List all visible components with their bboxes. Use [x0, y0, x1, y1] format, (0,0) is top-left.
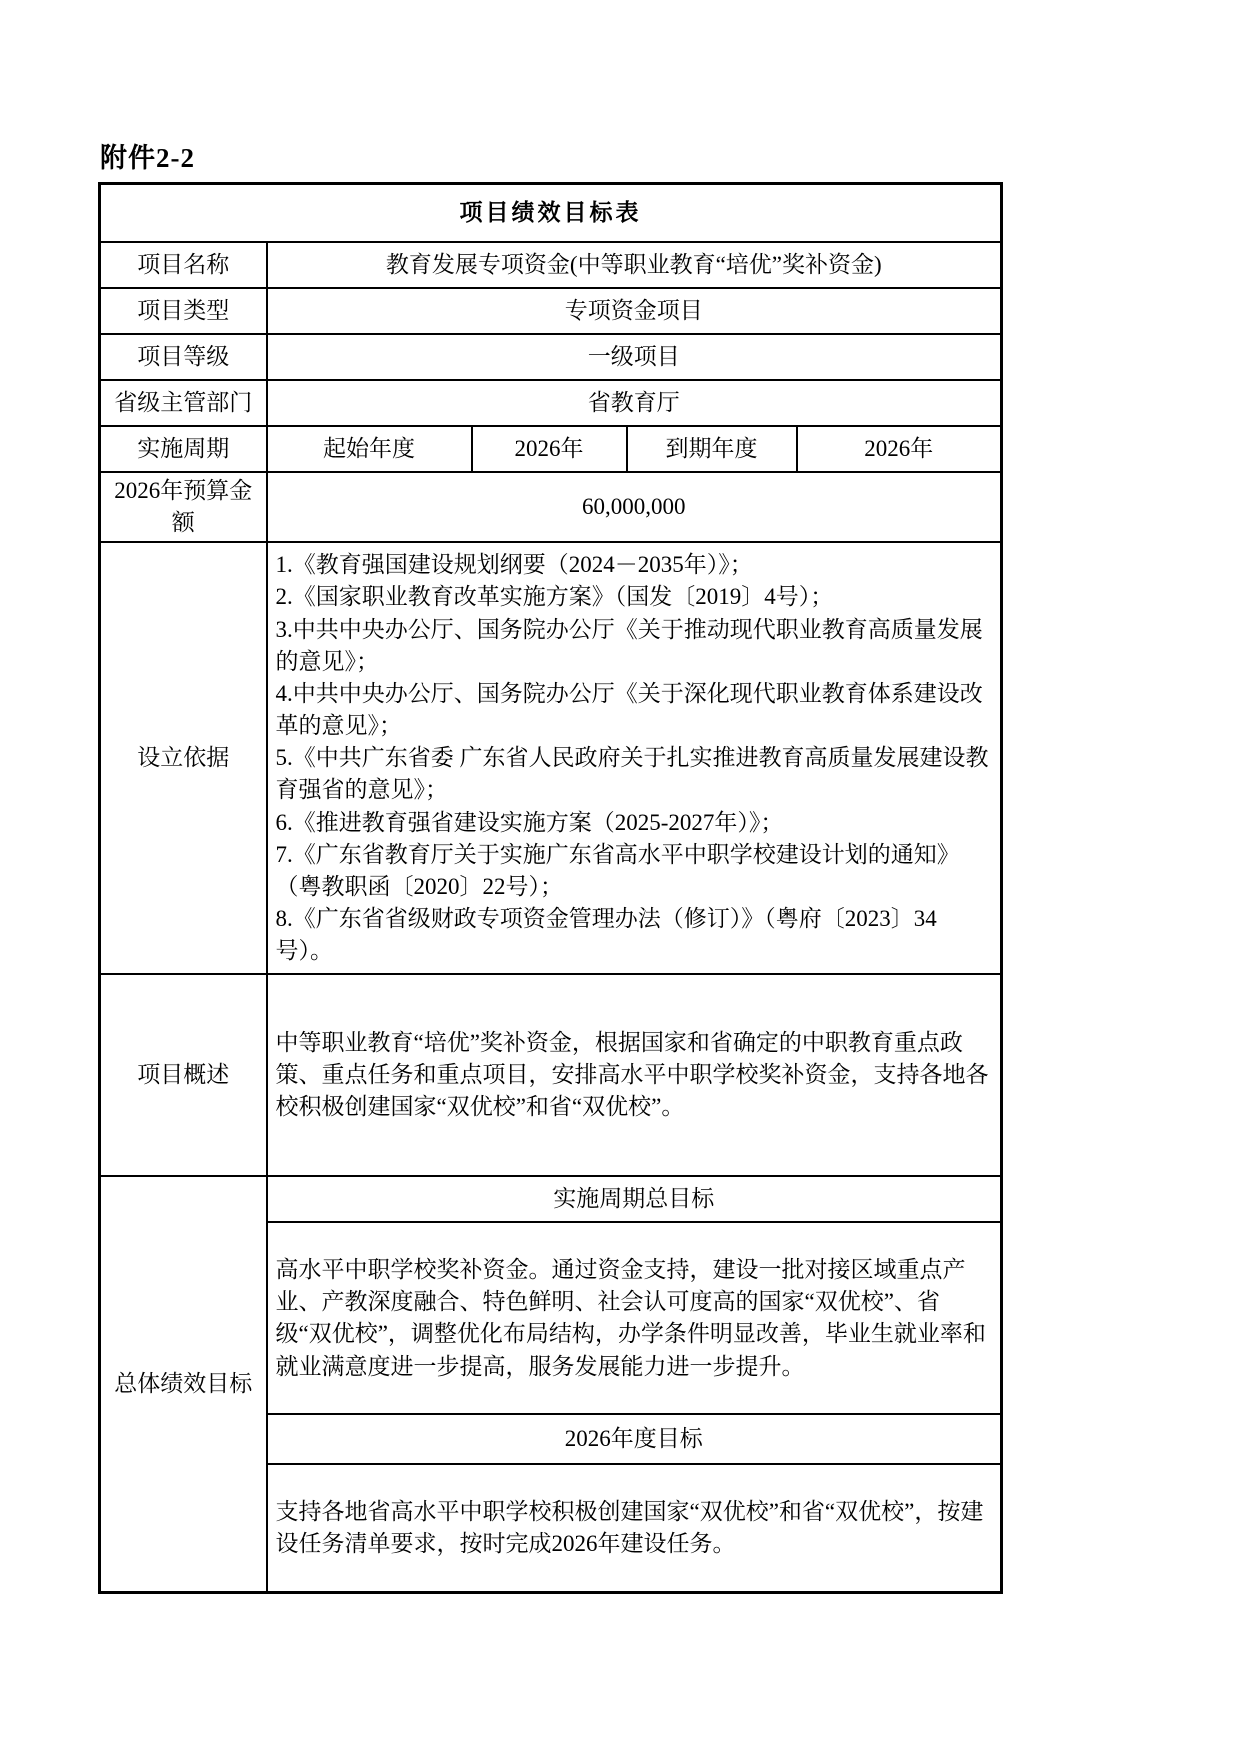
overall-goal-label: 总体绩效目标	[100, 1176, 267, 1593]
basis-item: 4.中共中央办公厅、国务院办公厅《关于深化现代职业教育体系建设改革的意见》；	[275, 680, 983, 739]
provincial-dept-value: 省教育厅	[267, 380, 1002, 426]
period-label: 实施周期	[100, 426, 267, 472]
overview-row	[100, 974, 1002, 1176]
period-goal-header-row	[100, 1176, 1002, 1222]
period-end-label: 到期年度	[627, 426, 797, 472]
period-goal-text: 高水平中职学校奖补资金。通过资金支持，建设一批对接区域重点产业、产教深度融合、特色鲜明、社会认可度高的国家“双优校”、省级“双优校”，调整优化布局结构，办学条件明显改善，毕业生就业率和就业满意度进一步提高，服务发展能力进一步提升。	[267, 1222, 1002, 1414]
period-start-label: 起始年度	[267, 426, 472, 472]
project-level-row	[100, 334, 1002, 380]
basis-item: 7.《广东省教育厅关于实施广东省高水平中职学校建设计划的通知》（粤教职函〔2020〕22号）；	[275, 841, 960, 900]
basis-item: 5.《中共广东省委 广东省人民政府关于扎实推进教育高质量发展建设教育强省的意见》；	[275, 745, 989, 803]
project-type-label: 项目类型	[100, 288, 267, 334]
budget-value: 60,000,000	[267, 472, 1002, 542]
performance-target-table	[98, 182, 1003, 1594]
period-end-value: 2026年	[797, 426, 1002, 472]
annual-goal-header: 2026年度目标	[267, 1414, 1002, 1464]
basis-item: 3.中共中央办公厅、国务院办公厅《关于推动现代职业教育高质量发展的意见》；	[275, 616, 983, 674]
basis-content	[267, 542, 1002, 974]
budget-label: 2026年预算金额	[100, 472, 267, 542]
provincial-dept-row	[100, 380, 1002, 426]
basis-row	[100, 542, 1002, 974]
basis-label: 设立依据	[100, 542, 267, 974]
period-start-value: 2026年	[472, 426, 627, 472]
budget-row	[100, 472, 1002, 542]
provincial-dept-label: 省级主管部门	[100, 380, 267, 426]
period-row	[100, 426, 1002, 472]
project-name-row	[100, 242, 1002, 288]
overview-label: 项目概述	[100, 974, 267, 1176]
basis-item: 1.《教育强国建设规划纲要（2024－2035年）》；	[275, 552, 753, 578]
project-name-value: 教育发展专项资金(中等职业教育“培优”奖补资金)	[267, 242, 1002, 288]
attachment-label: 附件2-2	[100, 143, 195, 173]
overview-text: 中等职业教育“培优”奖补资金，根据国家和省确定的中职教育重点政策、重点任务和重点项目，安排高水平中职学校奖补资金，支持各地各校积极创建国家“双优校”和省“双优校”。	[267, 974, 1002, 1176]
project-level-label: 项目等级	[100, 334, 267, 380]
project-type-row	[100, 288, 1002, 334]
table-title-row	[100, 184, 1002, 243]
basis-item: 6.《推进教育强省建设实施方案（2025-2027年）》；	[275, 809, 784, 835]
basis-item: 8.《广东省省级财政专项资金管理办法（修订）》（粤府〔2023〕34号）。	[275, 906, 937, 964]
table-title: 项目绩效目标表	[100, 184, 1002, 243]
project-level-value: 一级项目	[267, 334, 1002, 380]
annual-goal-text: 支持各地省高水平中职学校积极创建国家“双优校”和省“双优校”，按建设任务清单要求，按时完成2026年建设任务。	[267, 1464, 1002, 1593]
project-name-label: 项目名称	[100, 242, 267, 288]
project-type-value: 专项资金项目	[267, 288, 1002, 334]
period-goal-header: 实施周期总目标	[267, 1176, 1002, 1222]
basis-item: 2.《国家职业教育改革实施方案》（国发〔2019〕4号）；	[275, 584, 834, 610]
